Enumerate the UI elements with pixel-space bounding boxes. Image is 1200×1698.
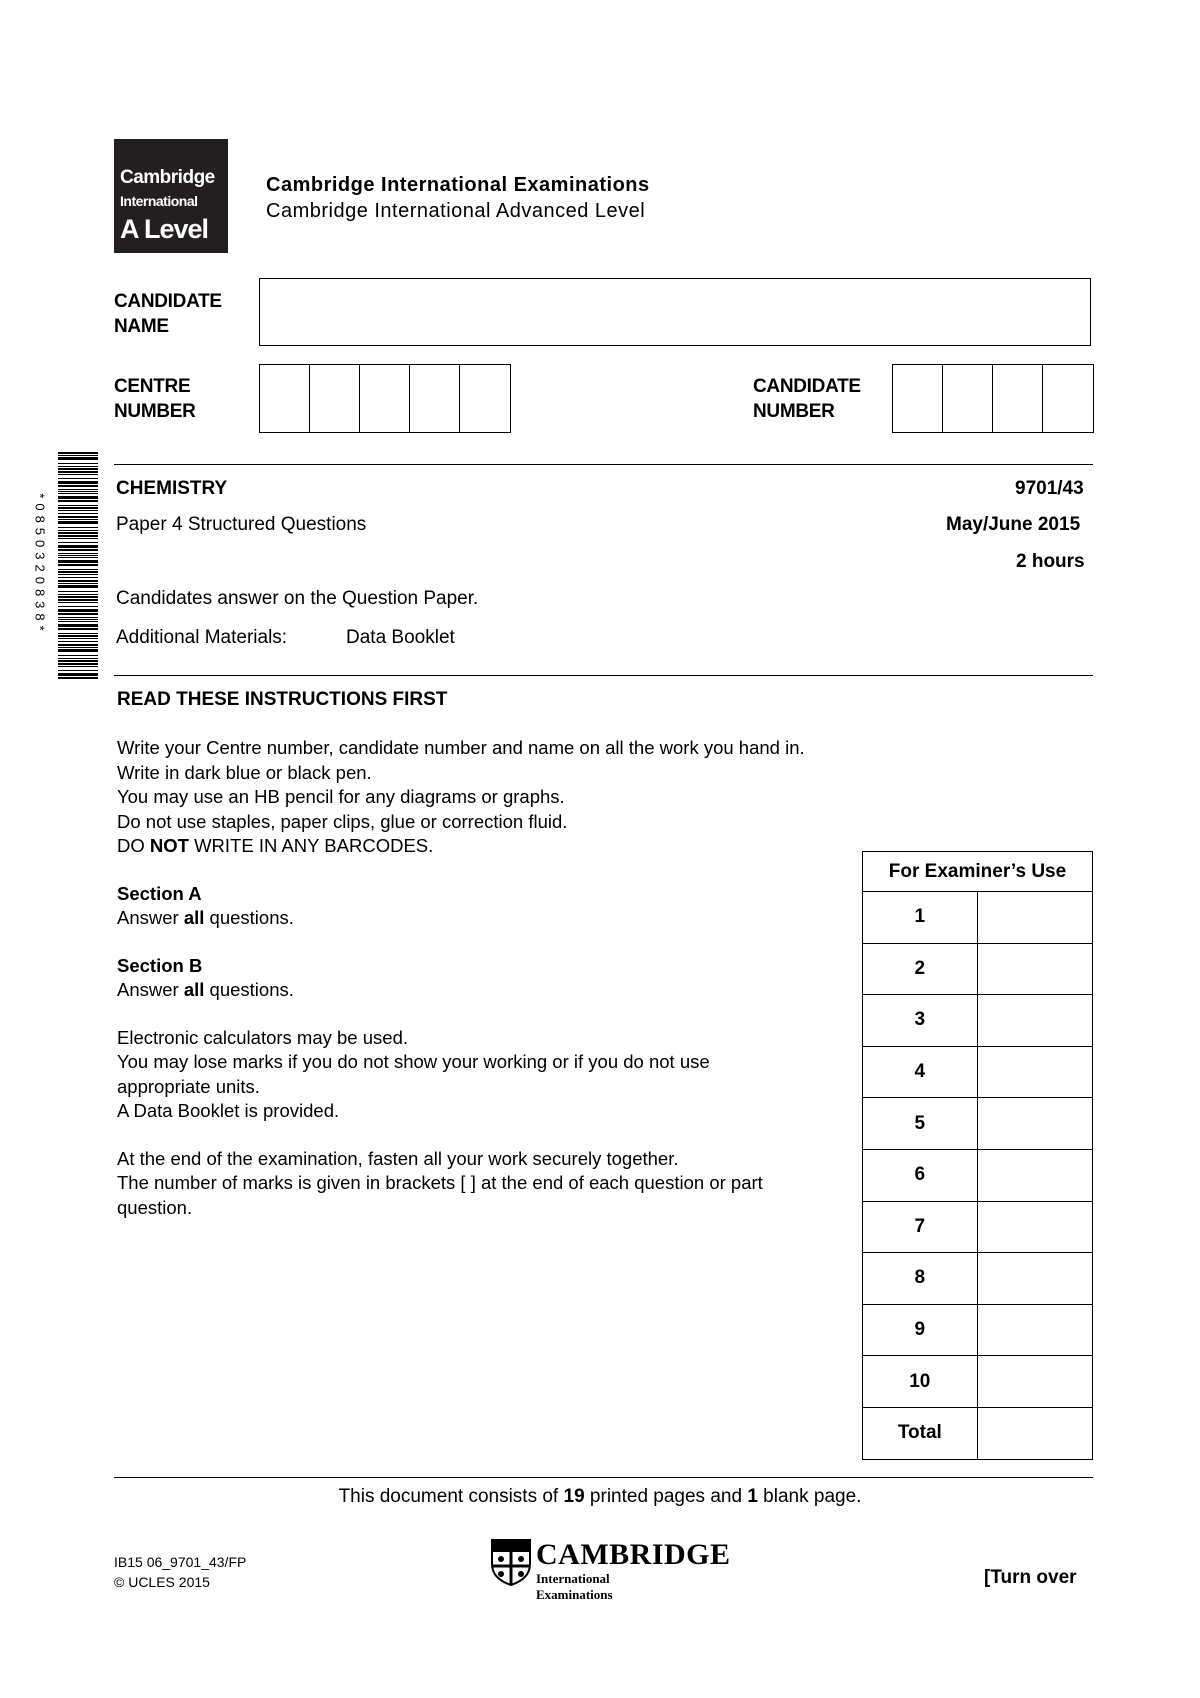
centre-number-box[interactable] (310, 365, 360, 432)
centre-number-boxes[interactable] (259, 364, 511, 433)
candidate-name-label-line2: NAME (114, 316, 169, 337)
barcode-text: *0850320838* (32, 493, 48, 636)
section-b-text (117, 978, 877, 1003)
barcode-bar (58, 666, 98, 667)
barcode-bar (58, 553, 98, 554)
barcode-bar (58, 569, 98, 570)
candidate-number-box[interactable] (1043, 365, 1093, 432)
barcode-bar (58, 542, 98, 543)
marks-cell (977, 1149, 1092, 1201)
barcode-bar (58, 496, 98, 499)
barcode-bar (58, 594, 98, 595)
candidate-name-label (114, 289, 222, 339)
instruction-text: questions. (204, 979, 294, 1000)
cambridge-wordmark: CAMBRIDGE (536, 1538, 731, 1571)
section-a-heading: Section A (117, 882, 202, 904)
barcode-bar (58, 468, 98, 470)
barcode-bar (58, 489, 98, 490)
barcode-bar (58, 617, 98, 618)
marks-cell (977, 892, 1092, 944)
barcode-bar (58, 624, 98, 627)
total-label: Total (863, 1407, 978, 1459)
instruction-line: Write in dark blue or black pen. (117, 761, 372, 783)
barcode-bar (58, 621, 98, 622)
barcode-bar (58, 549, 98, 551)
barcode-bar (58, 574, 98, 575)
marks-cell (977, 1356, 1092, 1408)
candidate-number-box[interactable] (943, 365, 993, 432)
question-number: 1 (863, 892, 978, 944)
barcode-bar (58, 471, 98, 473)
turn-over: [Turn over (984, 1567, 1077, 1588)
barcode-bar (58, 641, 98, 642)
centre-number-box[interactable] (260, 365, 310, 432)
barcode-bar (58, 571, 98, 573)
barcode-bar (58, 505, 98, 506)
barcode-bar (58, 658, 98, 659)
subject: CHEMISTRY (116, 478, 228, 499)
materials-value: Data Booklet (346, 627, 455, 648)
candidate-number-box[interactable] (993, 365, 1043, 432)
question-number: 5 (863, 1098, 978, 1150)
document-code: IB15 06_9701_43/FP (114, 1554, 247, 1570)
page-count-statement (0, 1486, 1200, 1508)
barcode-bar (58, 500, 98, 502)
barcode-bar (58, 519, 98, 520)
barcode-bar (58, 481, 98, 484)
barcode-text-wrap (30, 452, 50, 682)
barcode-bar (58, 491, 98, 492)
barcode-graphic (58, 452, 98, 682)
marks-cell (977, 1046, 1092, 1098)
barcode-bar (58, 609, 98, 612)
instruction-text: Answer (117, 979, 184, 1000)
instruction-line: You may use an HB pencil for any diagrams or graphs. (117, 786, 565, 807)
barcode-bar (58, 532, 98, 534)
instruction-line: Do not use staples, paper clips, glue or correction fluid. (117, 810, 568, 832)
barcode-bar (58, 660, 98, 662)
logo-line-2: International (120, 193, 198, 209)
section-a-text (117, 906, 877, 931)
instruction-emphasis: all (183, 979, 205, 1000)
instruction-line: At the end of the examination, fasten all your work securely together. (117, 1147, 679, 1169)
barcode-bar (58, 463, 98, 464)
barcode-bar (58, 585, 98, 588)
barcode-bar (58, 602, 98, 603)
barcode-bar (58, 455, 98, 456)
centre-number-label-line1: CENTRE (114, 376, 191, 397)
instruction-text: DO (117, 835, 150, 856)
logo-line-1: Cambridge (120, 167, 215, 188)
marks-cell (977, 1253, 1092, 1305)
barcode-bar (58, 655, 98, 656)
divider (114, 675, 1093, 676)
instructions-heading: READ THESE INSTRUCTIONS FIRST (117, 689, 448, 710)
instruction-emphasis: all (183, 907, 205, 928)
examiner-use-table (862, 851, 1093, 1460)
answer-on-paper: Candidates answer on the Question Paper. (116, 588, 479, 609)
question-number: 3 (863, 995, 978, 1047)
barcode-bar (58, 466, 98, 467)
instruction-emphasis: NOT (149, 835, 189, 856)
instruction-line: question. (117, 1196, 193, 1218)
candidate-number-boxes[interactable] (892, 364, 1094, 433)
barcode-bar (58, 644, 98, 646)
logo-line-3: A Level (120, 214, 209, 244)
barcode-bar (58, 635, 98, 637)
barcode-bar (58, 649, 98, 652)
instruction-line: You may lose marks if you do not show your working or if you do not use (117, 1051, 710, 1072)
barcode-bar (58, 580, 98, 582)
barcode-bar (58, 606, 98, 607)
barcode-bar (58, 513, 98, 514)
barcode-bar (58, 474, 98, 475)
paper-code: 9701/43 (1015, 478, 1084, 499)
barcode-bar (58, 677, 98, 679)
copyright: © UCLES 2015 (114, 1574, 210, 1590)
barcode-bar (58, 545, 98, 548)
barcode-bar (58, 577, 98, 578)
centre-number-box[interactable] (460, 365, 510, 432)
barcode-bar (58, 535, 98, 537)
centre-number-box[interactable] (410, 365, 460, 432)
footer-text: printed pages and (584, 1486, 748, 1507)
barcode-bar (58, 530, 98, 531)
duration: 2 hours (1016, 551, 1085, 572)
section-b-heading: Section B (117, 954, 203, 976)
instruction-line: Write your Centre number, candidate number and name on all the work you hand in. (117, 737, 805, 758)
barcode-bar (58, 599, 98, 601)
cambridge-shield-icon (490, 1538, 532, 1586)
candidate-number-label-line2: NUMBER (753, 401, 835, 422)
materials-label: Additional Materials: (116, 627, 288, 648)
question-number: 4 (863, 1046, 978, 1098)
barcode-bar (58, 485, 98, 487)
cambridge-subtitle: International Examinations (536, 1571, 613, 1602)
barcode-bar (58, 555, 98, 556)
question-number: 7 (863, 1201, 978, 1253)
qualification-name: Cambridge International Advanced Level (266, 200, 646, 222)
question-number: 8 (863, 1253, 978, 1305)
barcode-bar (58, 670, 98, 671)
barcode-bar (58, 457, 98, 460)
barcode-bar (58, 557, 98, 558)
barcode-bar (58, 663, 98, 665)
document-code-block (114, 1552, 246, 1592)
barcode-bar (58, 591, 98, 592)
barcode-bar (58, 673, 98, 676)
barcode-bar (58, 493, 98, 494)
instruction-text: questions. (204, 907, 294, 928)
barcode-bar (58, 516, 98, 518)
instruction-line (117, 834, 877, 859)
question-number: 6 (863, 1149, 978, 1201)
footer-text: This document consists of (338, 1486, 564, 1507)
instruction-line: appropriate units. (117, 1075, 260, 1097)
barcode-bar (58, 510, 98, 511)
marks-cell (977, 995, 1092, 1047)
barcode-bar (58, 633, 98, 634)
question-number: 9 (863, 1304, 978, 1356)
barcode-bar (58, 628, 98, 630)
session: May/June 2015 (946, 514, 1081, 535)
barcode-bar (58, 538, 98, 539)
marks-cell (977, 1304, 1092, 1356)
barcode-bar (58, 527, 98, 528)
centre-number-label-line2: NUMBER (114, 401, 196, 422)
barcode-bar (58, 583, 98, 584)
footer-text: blank page. (757, 1486, 862, 1507)
candidate-number-box[interactable] (893, 365, 943, 432)
candidate-name-label-line1: CANDIDATE (114, 291, 222, 312)
barcode-bar (58, 596, 98, 598)
candidate-number-label (753, 374, 861, 424)
divider (114, 464, 1093, 465)
footer-divider (114, 1477, 1093, 1478)
instruction-line: A Data Booklet is provided. (117, 1100, 340, 1121)
centre-number-label (114, 374, 196, 424)
question-number: 2 (863, 943, 978, 995)
barcode-bar (58, 613, 98, 615)
barcode-bar (58, 619, 98, 620)
total-cell (977, 1407, 1092, 1459)
instruction-text: WRITE IN ANY BARCODES. (188, 835, 434, 856)
instruction-line: The number of marks is given in brackets [ ] at the end of each question or part (117, 1172, 763, 1193)
barcode-bar (58, 521, 98, 524)
question-number: 10 (863, 1356, 978, 1408)
examiner-table-heading: For Examiner’s Use (863, 852, 1093, 892)
instruction-text: Answer (117, 907, 184, 928)
marks-cell (977, 1098, 1092, 1150)
marks-cell (977, 1201, 1092, 1253)
candidate-number-label-line1: CANDIDATE (753, 376, 861, 397)
centre-number-box[interactable] (360, 365, 410, 432)
paper-title: Paper 4 Structured Questions (116, 514, 367, 535)
barcode-bar (58, 478, 98, 479)
printed-page-count: 19 (563, 1486, 585, 1507)
barcode-bar (58, 452, 98, 454)
instructions-body (117, 736, 877, 1220)
organisation-name: Cambridge International Examinations (266, 174, 650, 196)
barcode-bar (58, 560, 98, 563)
blank-page-count: 1 (747, 1486, 758, 1507)
candidate-name-field[interactable] (259, 278, 1091, 346)
barcode-bar (58, 638, 98, 639)
barcode-bar (58, 507, 98, 509)
a-level-logo (114, 139, 228, 253)
barcode-bar (58, 564, 98, 566)
barcode (58, 452, 98, 682)
instruction-line: Electronic calculators may be used. (117, 1026, 408, 1048)
marks-cell (977, 943, 1092, 995)
barcode-bar (58, 647, 98, 648)
